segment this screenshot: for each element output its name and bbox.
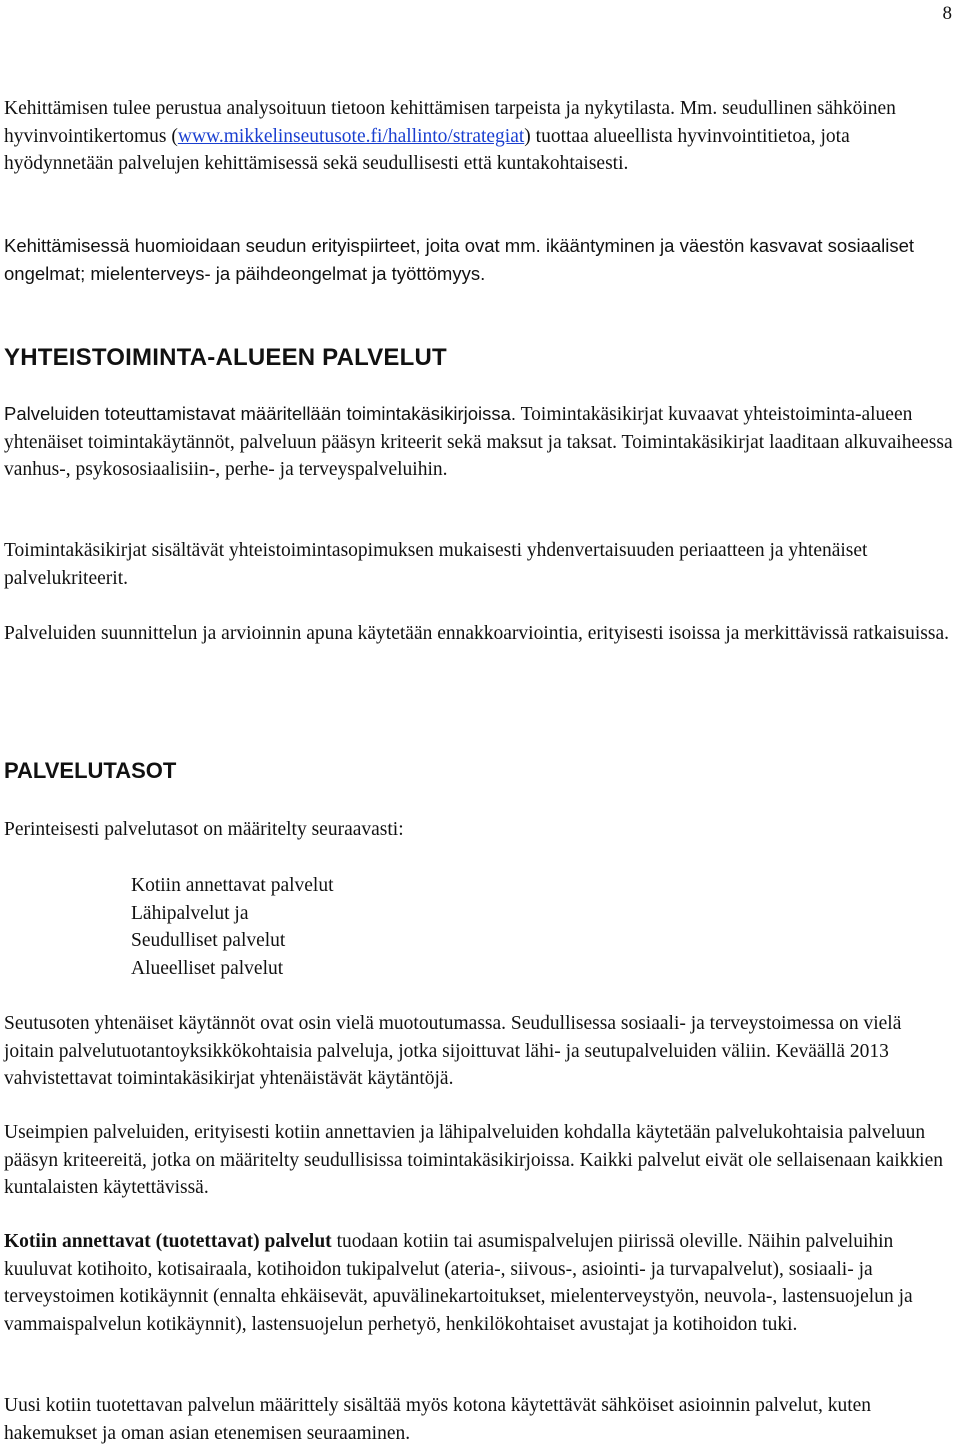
section1-p1-serif-text: Toimintakäsikirjat kuvaavat yhteistoiminta-alueen yhtenäiset toimintakäytännöt, palveluun pääsyn kriteerit sekä maksut ja taksat. Toimintakäsikirjat laaditaan alkuvaiheessa vanhus-, psykososiaalisiin-, perhe- ja terveyspalveluihin. — [4, 404, 953, 480]
section-heading-palvelutasot: PALVELUTASOT — [4, 758, 177, 783]
section1-paragraph-1 — [4, 400, 956, 484]
palvelutasot-intro: Perinteisesti palvelutasot on määritelty seuraavasti: — [4, 819, 404, 840]
strategy-link[interactable]: www.mikkelinseutusote.fi/hallinto/strategiat — [177, 125, 525, 147]
section1-p1-sans-text: Palveluiden toteuttamistavat määritellään toimintakäsikirjoissa. — [4, 403, 517, 424]
intro-text-before-link: Kehittämisen tulee perustua analysoituun tietoon kehittämisen tarpeista ja nykytilasta. Mm. seudullinen sähköinen hyvinvointikertomus ( — [4, 98, 896, 147]
section2-paragraph-2: Useimpien palveluiden, erityisesti kotiin annettavien ja lähipalveluiden kohdalla käytetään palvelukohtaisia palveluun pääsyn kriteereitä, jotka on määritelty seudullisissa toimintakäsikirjoissa. Kaikki palvelut eivät ole sellaisenaan kaikkien kuntalaisten käytettävissä. — [4, 1122, 943, 1198]
section2-paragraph-3 — [4, 1228, 956, 1338]
section-heading-yhteistoiminta: YHTEISTOIMINTA-ALUEEN PALVELUT — [4, 344, 447, 371]
service-level-item: Seudulliset palvelut — [131, 930, 286, 951]
service-level-list — [131, 872, 334, 982]
section2-paragraph-4: Uusi kotiin tuotettavan palvelun määrittely sisältää myös kotona käytettävät sähköiset asioinnin palvelut, kuten hakemukset ja oman asian etenemisen seuraaminen. — [4, 1395, 872, 1444]
intro-paragraph-2: Kehittämisessä huomioidaan seudun erityispiirteet, joita ovat mm. ikääntyminen ja väestön kasvavat sosiaaliset ongelmat; mielenterveys- ja päihdeongelmat ja työttömyys. — [4, 235, 915, 284]
service-level-item: Alueelliset palvelut — [131, 957, 284, 979]
section1-paragraph-3: Palveluiden suunnittelun ja arvioinnin apuna käytetään ennakkoarviointia, erityisesti isoissa ja merkittävissä ratkaisuissa. — [4, 623, 949, 644]
service-level-item: Kotiin annettavat palvelut — [131, 875, 334, 896]
service-level-item: Lähipalvelut ja — [131, 902, 249, 924]
home-services-description: tuodaan kotiin tai asumispalvelujen piirissä oleville. Näihin palveluihin kuuluvat kotihoito, kotisairaala, kotihoidon tukipalvelut (ateria-, siivous-, asiointi- ja turvapalvelut), sosiaali- ja terveystoimen kotikäynnit (ennalta ehkäisevät, apuvälinekartoitukset, mielenterveystyön, neuvola-, lastensuojelun ja vammaispalvelun kotikäynnit), lastensuojelun perhetyö, henkilökohtaiset avustajat ja kotihoidon tuki. — [4, 1231, 913, 1335]
intro-paragraph-1 — [4, 95, 956, 178]
intro-text-after-link: ) tuottaa alueellista hyvinvointitietoa, jota hyödynnetään palvelujen kehittämisessä sekä seudullisesti että kuntakohtaisesti. — [4, 125, 850, 174]
section1-paragraph-2: Toimintakäsikirjat sisältävät yhteistoimintasopimuksen mukaisesti yhdenvertaisuuden periaatteen ja yhtenäiset palvelukriteerit. — [4, 540, 868, 589]
home-services-term: Kotiin annettavat (tuotettavat) palvelut — [4, 1231, 332, 1252]
page-number: 8 — [942, 3, 952, 24]
section2-paragraph-1: Seutusoten yhtenäiset käytännöt ovat osin vielä muotoutumassa. Seudullisessa sosiaali- ja terveystoimessa on vielä joitain palvelutuotantoyksikkökohtaisia palveluja, jotka sijoittuvat lähi- ja seutupalveluiden väliin. Keväällä 2013 vahvistettavat toimintakäsikirjat yhtenäistävät käytäntöjä. — [4, 1013, 902, 1089]
